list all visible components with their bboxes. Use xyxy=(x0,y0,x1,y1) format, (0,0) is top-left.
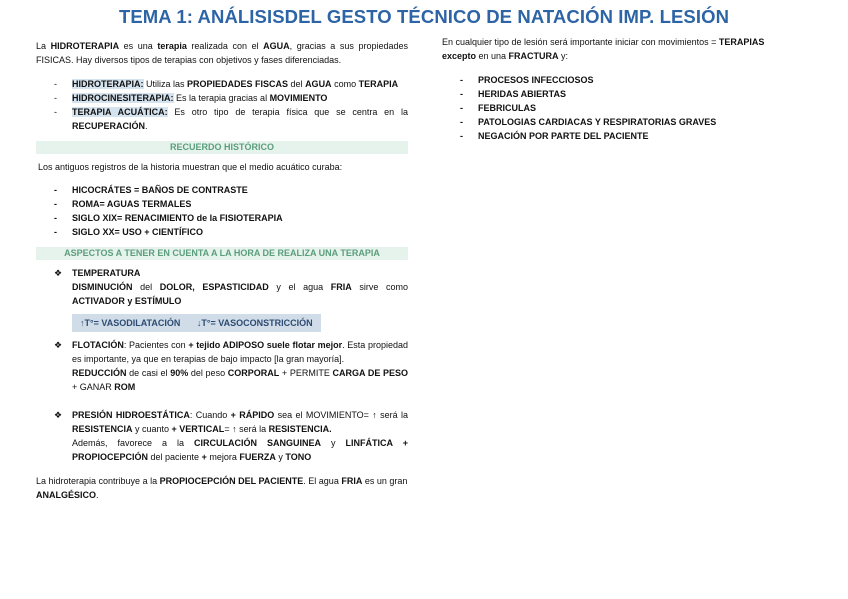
aspect-title: FLOTACIÓN xyxy=(72,340,124,350)
bold-text: ANALGÉSICO xyxy=(36,490,97,500)
contraindications-list xyxy=(442,73,794,143)
text: del xyxy=(288,79,306,89)
right-intro-paragraph xyxy=(442,35,794,63)
list-item: - SIGLO XX= USO + CIENTÍFICO xyxy=(36,225,408,239)
text: es un gran xyxy=(362,476,408,486)
aspect-title: PRESIÓN HIDROESTÁTICA xyxy=(72,410,190,420)
list-item xyxy=(36,91,408,105)
highlight-term: TERAPIA ACUÁTICA: xyxy=(72,107,168,117)
list-item: - NEGACIÓN POR PARTE DEL PACIENTE xyxy=(442,129,794,143)
bold-text: RESISTENCIA. xyxy=(268,424,332,434)
right-column xyxy=(442,35,794,143)
bold-text: MOVIMIENTO xyxy=(269,93,328,103)
bold-text: LINFÁTICA + PROPIOCEPCIÓN xyxy=(72,438,408,462)
left-column xyxy=(36,39,408,502)
text: Es otro tipo de terapia física que se centra en la xyxy=(167,107,408,117)
bold-text: CORPORAL xyxy=(227,368,280,378)
text: y el agua xyxy=(268,282,331,292)
text: + GANAR xyxy=(72,382,115,392)
text: de casi el xyxy=(126,368,171,378)
aspect-title: TEMPERATURA xyxy=(72,268,141,278)
bold-text: PROPIEDADES FISCAS xyxy=(187,79,289,89)
bold-text: + RÁPIDO xyxy=(230,410,275,420)
aspect-flotation xyxy=(36,338,408,394)
diamond-bullet-icon: ❖ xyxy=(54,410,63,420)
list-item: - ROMA= AGUAS TERMALES xyxy=(36,197,408,211)
page-title: TEMA 1: ANÁLISISDEL GESTO TÉCNICO DE NATACIÓN IMP. LESIÓN xyxy=(118,6,730,27)
text: . xyxy=(145,121,148,131)
bold-text: + tejido ADIPOSO suele flotar mejor xyxy=(188,340,343,350)
bold-text: CARGA DE PESO xyxy=(332,368,409,378)
list-item: - HERIDAS ABIERTAS xyxy=(442,87,794,101)
bold-text: TONO xyxy=(285,452,312,462)
bold-text: + VERTICAL xyxy=(171,424,225,434)
bold-text: TERAPIAS excepto xyxy=(442,37,765,61)
list-item: - FEBRICULAS xyxy=(442,101,794,115)
bold-text: + xyxy=(201,452,207,462)
bold-text: TERAPIA xyxy=(358,79,399,89)
text: : Pacientes con xyxy=(123,340,189,350)
list-item: - SIGLO XIX= RENACIMIENTO de la FISIOTERAPIA xyxy=(36,211,408,225)
text: + PERMITE xyxy=(279,368,333,378)
bold-text: REDUCCIÓN xyxy=(72,368,127,378)
diamond-bullet-icon: ❖ xyxy=(54,340,63,350)
list-item: - PATOLOGIAS CARDIACAS Y RESPIRATORIAS GRAVES xyxy=(442,115,794,129)
text: sirve como xyxy=(351,282,409,292)
bold-text: ACTIVADOR y ESTÍMULO xyxy=(72,296,182,306)
intro-paragraph xyxy=(36,39,408,67)
list-item xyxy=(36,77,408,91)
text: La hidroterapia contribuye a la xyxy=(36,476,160,486)
bold-text: RECUPERACIÓN xyxy=(72,121,146,131)
text: = ↑ será la xyxy=(224,424,269,434)
bold-text: CIRCULACIÓN SANGUINEA xyxy=(194,438,322,448)
diamond-bullet-icon: ❖ xyxy=(54,268,63,278)
text: Es la terapia gracias al xyxy=(173,93,270,103)
bold-text: RESISTENCIA xyxy=(72,424,133,434)
bold-text: AGUA xyxy=(305,79,332,89)
bold-text: terapia xyxy=(157,41,187,51)
text: y: xyxy=(558,51,569,61)
history-list xyxy=(36,183,408,239)
aspect-temperature xyxy=(36,266,408,308)
aspect-hydrostatic-pressure xyxy=(36,408,408,464)
temperature-effects-box xyxy=(72,314,321,332)
text: del paciente xyxy=(148,452,202,462)
text: . Esta propiedad es importante, ya que en terapias de bajo impacto [la gran mayoría]. xyxy=(72,340,408,364)
text: en una xyxy=(476,51,509,61)
text: . El agua xyxy=(303,476,342,486)
closing-paragraph xyxy=(36,474,408,502)
bold-text: FRIA xyxy=(341,476,363,486)
text: mejora xyxy=(206,452,240,462)
history-intro: Los antiguos registros de la historia muestran que el medio acuático curaba: xyxy=(38,162,343,172)
text: es una xyxy=(119,41,158,51)
text: . xyxy=(96,490,99,500)
highlight-term: HIDROCINESITERAPIA: xyxy=(72,93,174,103)
bold-text: AGUA xyxy=(263,41,290,51)
vasoconstriction-chip: ↓T°= VASOCONSTRICCIÓN xyxy=(196,318,313,328)
text: En cualquier tipo de lesión será importante iniciar con movimientos = xyxy=(442,37,719,47)
text: como xyxy=(331,79,359,89)
bold-text: FRIA xyxy=(330,282,352,292)
text: del xyxy=(132,282,160,292)
text: , gracias a sus propiedades FISICAS. Hay diversos tipos de terapias con objetivos y fases diferenciadas. xyxy=(36,41,408,65)
therapy-types-list xyxy=(36,77,408,133)
text: del peso xyxy=(188,368,228,378)
bold-text: 90% xyxy=(170,368,189,378)
bold-text: FUERZA xyxy=(239,452,276,462)
text: Además, favorece a la xyxy=(72,438,195,448)
bold-text: ROM xyxy=(114,382,136,392)
bold-text: FRACTURA xyxy=(508,51,559,61)
list-item: - PROCESOS INFECCIOSOS xyxy=(442,73,794,87)
bold-text: HIDROTERAPIA xyxy=(50,41,120,51)
text: y cuanto xyxy=(132,424,172,434)
text: y xyxy=(321,438,346,448)
list-item: - HICOCRÁTES = BAÑOS DE CONTRASTE xyxy=(36,183,408,197)
text: Utiliza las xyxy=(143,79,188,89)
section-header-aspects: ASPECTOS A TENER EN CUENTA A LA HORA DE REALIZA UNA TERAPIA xyxy=(36,247,408,260)
bold-text: PROPIOCEPCIÓN DEL PACIENTE xyxy=(159,476,304,486)
text: sea el MOVIMIENTO= ↑ será la xyxy=(274,410,409,420)
bold-text: DISMINUCIÓN xyxy=(72,282,133,292)
text: realizada con el xyxy=(186,41,264,51)
bold-text: DOLOR, ESPASTICIDAD xyxy=(159,282,269,292)
text: La xyxy=(36,41,51,51)
section-header-history: RECUERDO HISTÓRICO xyxy=(36,141,408,154)
highlight-term: HIDROTERAPIA: xyxy=(72,79,144,89)
list-item xyxy=(36,105,408,133)
vasodilation-chip: ↑T°= VASODILATACIÓN xyxy=(80,318,181,328)
text: y xyxy=(275,452,286,462)
text: : Cuando xyxy=(189,410,231,420)
